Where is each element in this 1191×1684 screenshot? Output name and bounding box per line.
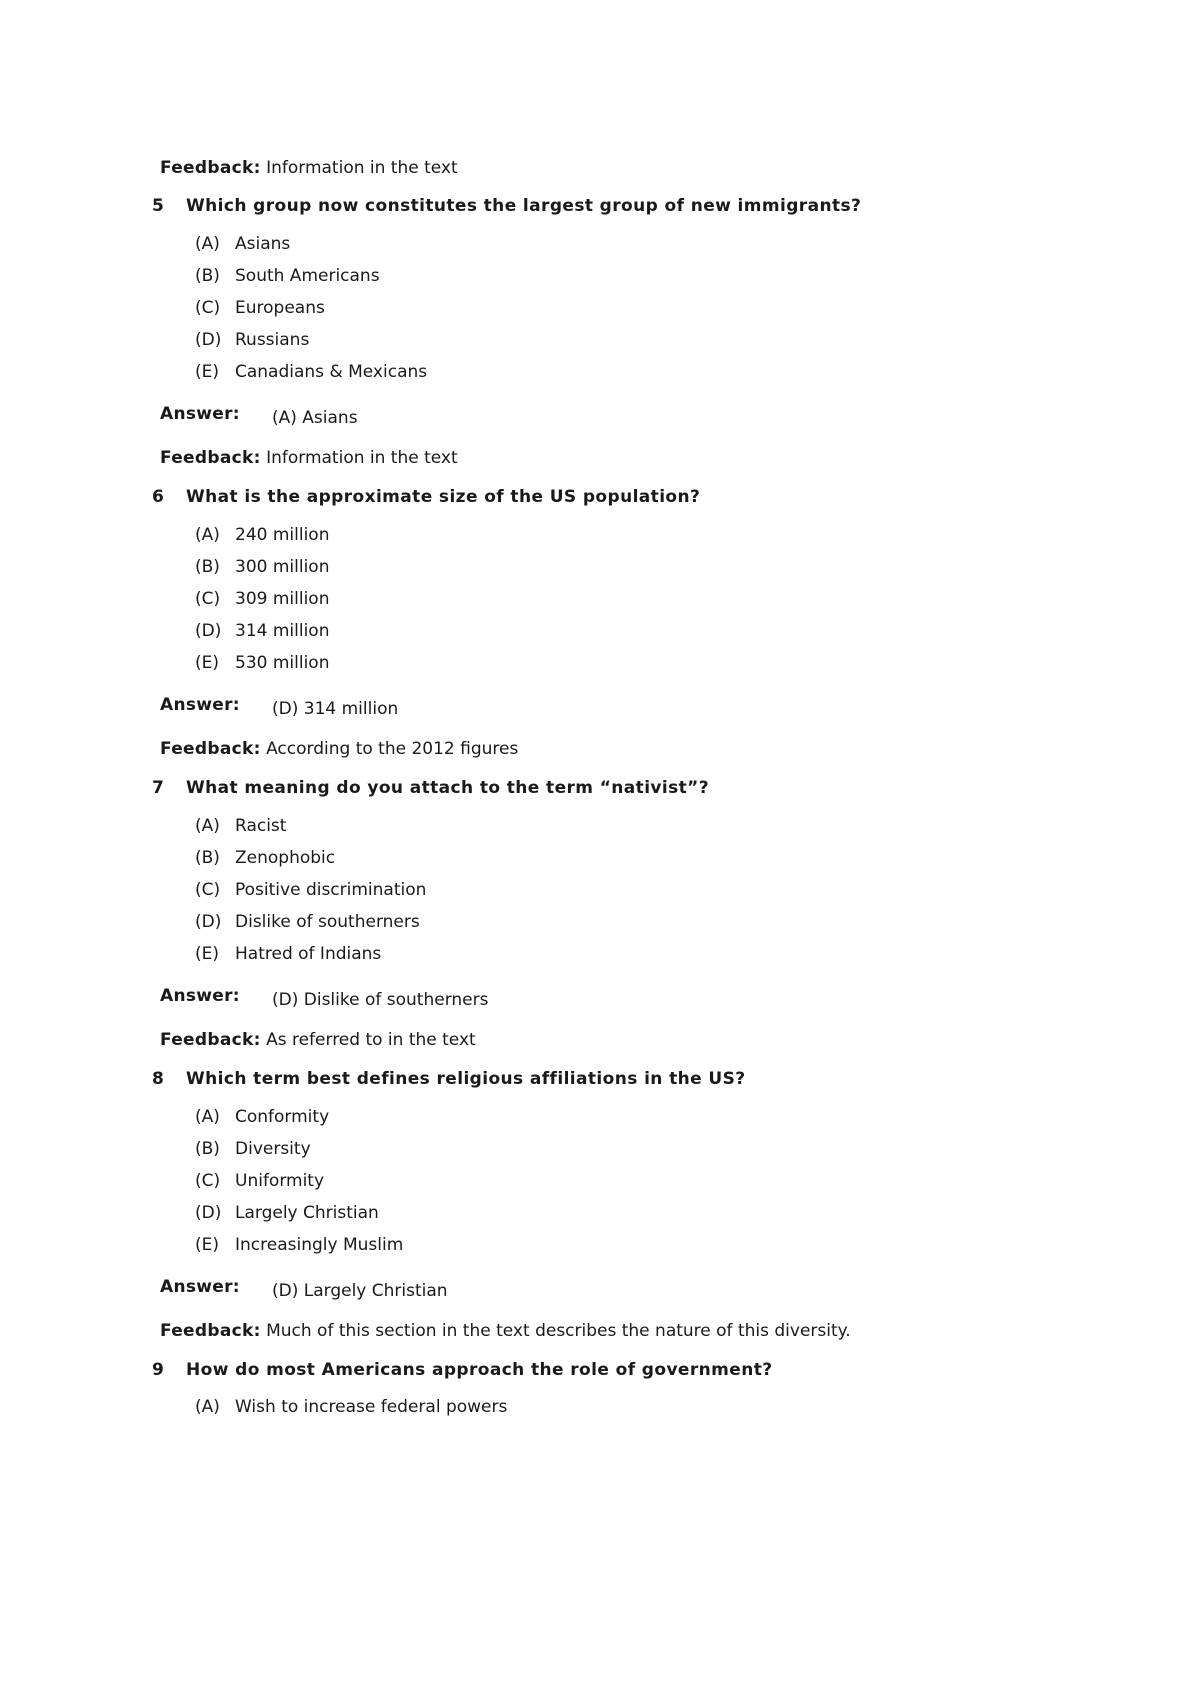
answer-label: Answer: [160,404,240,424]
answer-line [160,404,358,428]
option-line [195,298,325,318]
question-7 [152,778,709,798]
answer-line [160,986,489,1010]
feedback-label: Feedback: [160,448,261,468]
option-text: Increasingly Muslim [235,1235,404,1255]
option-letter: (B) [195,557,220,577]
feedback-text: As referred to in the text [266,1030,476,1050]
feedback-line [160,448,458,468]
question-number: 6 [152,487,165,507]
option-letter: (E) [195,944,220,964]
feedback-label: Feedback: [160,1321,261,1341]
option-text: Russians [235,330,310,350]
option-text: Racist [235,816,287,836]
option-text: 314 million [235,621,330,641]
option-letter: (D) [195,621,222,641]
option-letter: (E) [195,653,220,673]
option-line [195,1107,329,1127]
option-text: South Americans [235,266,380,286]
feedback-label: Feedback: [160,739,261,759]
answer-text: (D) Dislike of southerners [272,990,489,1010]
question-number: 8 [152,1069,165,1089]
option-line [195,1203,379,1223]
option-text: Canadians & Mexicans [235,362,428,382]
answer-line [160,1277,448,1301]
feedback-line [160,1321,851,1341]
feedback-label: Feedback: [160,1030,261,1050]
option-letter: (C) [195,298,221,318]
option-line [195,1139,311,1159]
option-letter: (C) [195,589,221,609]
option-letter: (C) [195,880,221,900]
question-9 [152,1360,773,1380]
question-number: 5 [152,196,165,216]
answer-text: (A) Asians [272,408,358,428]
question-text: What is the approximate size of the US population? [186,487,701,507]
answer-line [160,695,399,719]
option-letter: (A) [195,816,220,836]
option-letter: (E) [195,1235,220,1255]
question-text: Which group now constitutes the largest group of new immigrants? [186,196,862,216]
question-number: 7 [152,778,165,798]
option-line [195,1171,324,1191]
option-letter: (A) [195,1397,220,1417]
option-line [195,589,329,609]
feedback-line [160,158,458,178]
option-letter: (C) [195,1171,221,1191]
option-line [195,653,329,673]
option-letter: (A) [195,525,220,545]
answer-text: (D) Largely Christian [272,1281,448,1301]
option-text: Zenophobic [235,848,336,868]
option-text: Positive discrimination [235,880,427,900]
option-line [195,621,329,641]
question-text: How do most Americans approach the role of government? [186,1360,773,1380]
question-5 [152,196,861,216]
feedback-label: Feedback: [160,158,261,178]
option-line [195,816,286,836]
option-line [195,557,329,577]
feedback-text: Information in the text [266,448,458,468]
question-number: 9 [152,1360,165,1380]
option-text: Conformity [235,1107,330,1127]
option-line [195,880,426,900]
option-text: 300 million [235,557,330,577]
option-letter: (B) [195,1139,220,1159]
feedback-text: Information in the text [266,158,458,178]
feedback-text: Much of this section in the text describes the nature of this diversity. [266,1321,851,1341]
feedback-text: According to the 2012 figures [266,739,519,759]
option-text: Hatred of Indians [235,944,382,964]
option-line [195,266,380,286]
option-line [195,234,290,254]
option-text: Europeans [235,298,325,318]
option-line [195,848,335,868]
feedback-line [160,739,518,759]
option-line [195,944,381,964]
question-6 [152,487,700,507]
option-text: Largely Christian [235,1203,379,1223]
option-line [195,912,420,932]
option-line [195,525,329,545]
option-line [195,362,427,382]
option-line [195,1397,507,1417]
option-letter: (D) [195,330,222,350]
option-letter: (D) [195,912,222,932]
option-letter: (B) [195,266,220,286]
option-letter: (D) [195,1203,222,1223]
option-text: Dislike of southerners [235,912,420,932]
question-8 [152,1069,746,1089]
option-letter: (B) [195,848,220,868]
answer-label: Answer: [160,1277,240,1297]
option-text: Asians [235,234,291,254]
answer-text: (D) 314 million [272,699,399,719]
option-line [195,1235,403,1255]
option-text: 530 million [235,653,330,673]
option-text: 240 million [235,525,330,545]
option-letter: (A) [195,234,220,254]
option-line [195,330,309,350]
option-text: 309 million [235,589,330,609]
answer-label: Answer: [160,986,240,1006]
feedback-line [160,1030,476,1050]
option-letter: (E) [195,362,220,382]
option-letter: (A) [195,1107,220,1127]
question-text: Which term best defines religious affiliations in the US? [186,1069,746,1089]
option-text: Diversity [235,1139,311,1159]
option-text: Wish to increase federal powers [235,1397,508,1417]
answer-label: Answer: [160,695,240,715]
option-text: Uniformity [235,1171,325,1191]
question-text: What meaning do you attach to the term “nativist”? [186,778,710,798]
